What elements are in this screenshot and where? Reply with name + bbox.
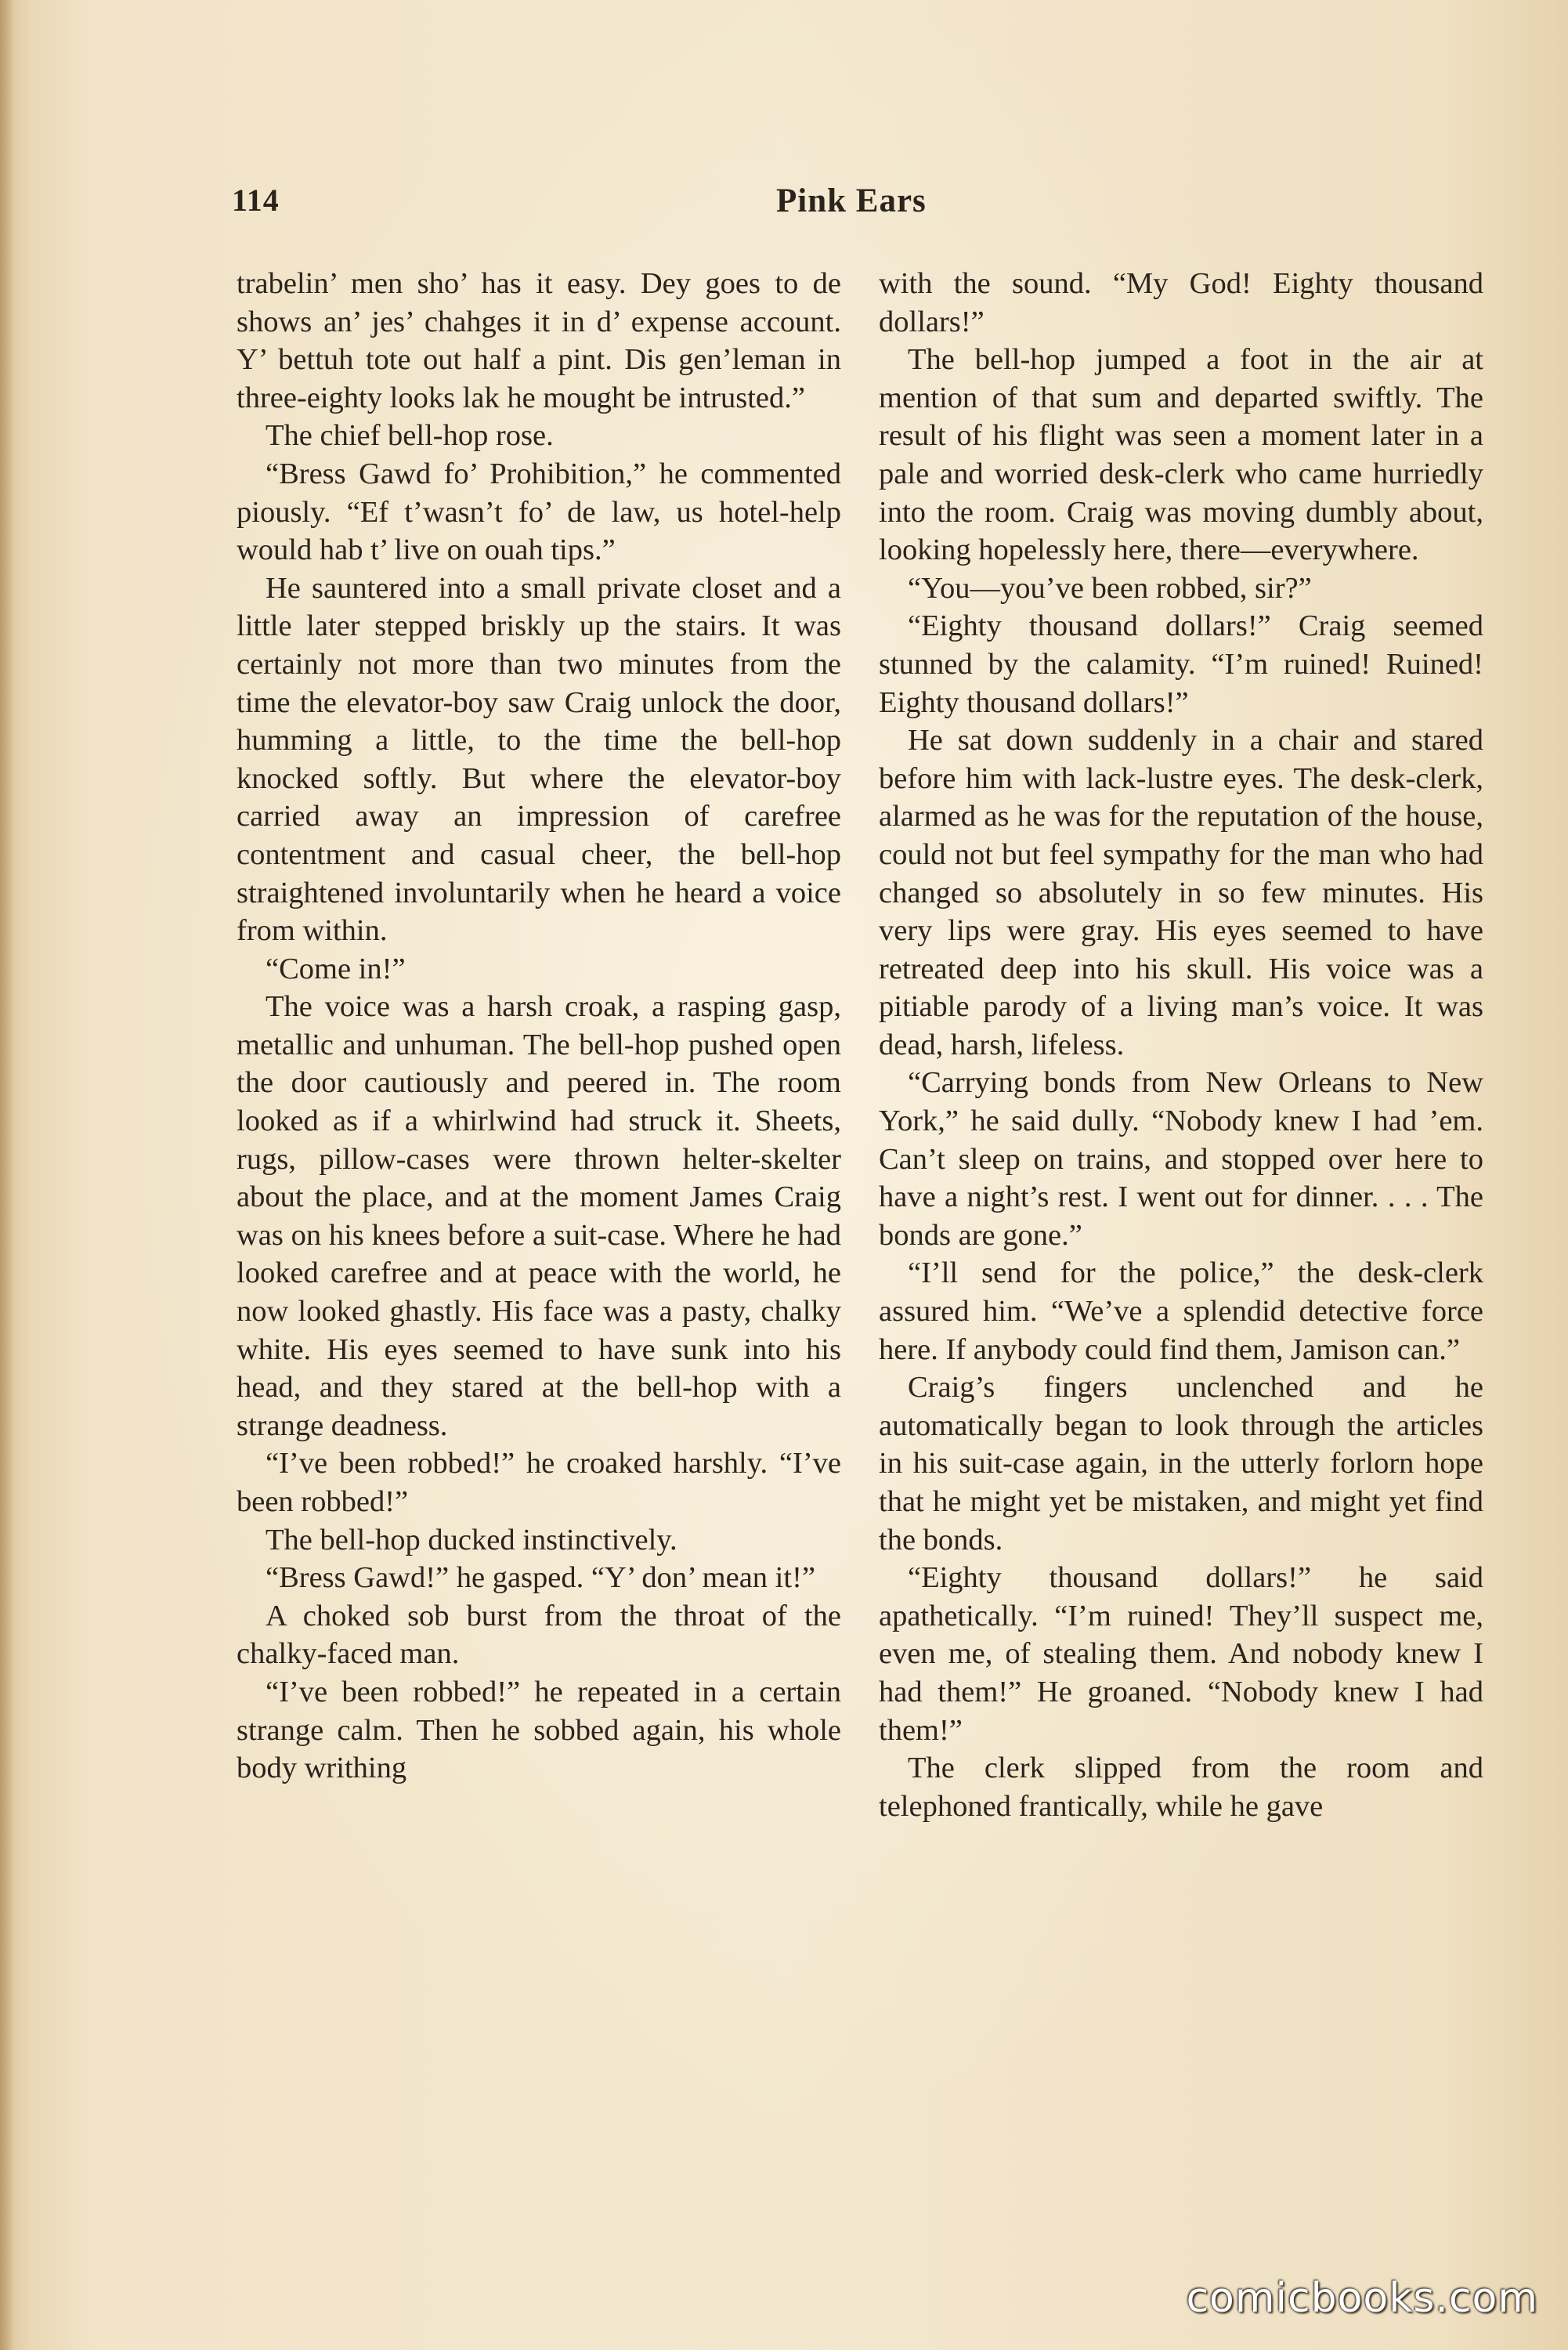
paragraph: The voice was a harsh croak, a rasping gasp, metallic and unhuman. The bell-hop pushed open the door cautiously and peered in. The room looked as if a whirlwind had struck it. Sheets, rugs, pillow-cases were thrown helter-skelter about the place, and at the moment James Craig was on his knees before a suit-case. Where he had looked carefree and at peace with the world, he now looked ghastly. His face was a pasty, chalky white. His eyes seemed to have sunk into his head, and they stared at the bell-hop with a strange deadness. [237, 990, 841, 1442]
paragraph: “I’ve been robbed!” he croaked harshly. “I’ve been robbed!” [237, 1447, 841, 1518]
paragraph: Craig’s fingers unclenched and he automatically began to look through the articles in his suit-case again, in the utterly forlorn hope that he might yet be mistaken, and might yet find the bonds. [879, 1371, 1483, 1556]
page-header [232, 182, 1491, 229]
paragraph: “Eighty thousand dollars!” he said apathetically. “I’m ruined! They’ll suspect me, even me, of stealing them. And nobody knew I had them!” He groaned. “Nobody knew I had them!” [879, 1561, 1483, 1747]
paragraph: “I’ve been robbed!” he repeated in a certain strange calm. Then he sobbed again, his whole body writhing [237, 1675, 841, 1785]
paragraph: He sauntered into a small private closet and a little later stepped briskly up the stairs. It was certainly not more than two minutes from the time the elevator-boy saw Craig unlock the door, humming a little, to the time the bell-hop knocked softly. But where the elevator-boy carried away an impression of carefree contentment and casual cheer, the bell-hop straightened involuntarily when he heard a voice from within. [237, 571, 841, 948]
left-column [237, 265, 841, 1788]
paragraph: “You—you’ve been robbed, sir?” [908, 571, 1312, 605]
paragraph: The chief bell-hop rose. [266, 419, 554, 453]
paragraph: “Eighty thousand dollars!” Craig seemed stunned by the calamity. “I’m ruined! Ruined! Eighty thousand dollars!” [879, 609, 1483, 719]
running-title: Pink Ears [776, 183, 927, 219]
paragraph: “Bress Gawd fo’ Prohibition,” he commented piously. “Ef t’wasn’t fo’ de law, us hotel-help would hab t’ live on ouah tips.” [237, 457, 841, 567]
paragraph: The bell-hop jumped a foot in the air at mention of that sum and departed swiftly. The result of his flight was seen a moment later in a pale and worried desk-clerk who came hurriedly into the room. Craig was moving dumbly about, looking hopelessly here, there—everywhere. [879, 343, 1483, 567]
paragraph: with the sound. “My God! Eighty thousand dollars!” [879, 267, 1483, 338]
paragraph: He sat down suddenly in a chair and stared before him with lack-lustre eyes. The desk-clerk, alarmed as he was for the reputation of the house, could not but feel sympathy for the man who had changed so absolutely in so few minutes. His very lips were gray. His eyes seemed to have retreated deep into his skull. His voice was a pitiable parody of a living man’s voice. It was dead, harsh, lifeless. [879, 724, 1483, 1061]
paragraph: A choked sob burst from the throat of the chalky-faced man. [237, 1599, 841, 1671]
site-watermark: comicbooks.com [1186, 2275, 1538, 2322]
paragraph: “I’ll send for the police,” the desk-clerk assured him. “We’ve a splendid detective force here. If anybody could find them, Jamison can.” [879, 1256, 1483, 1366]
right-column [879, 265, 1483, 1825]
page-edge-shadow [0, 0, 14, 2350]
paragraph: “Bress Gawd!” he gasped. “Y’ don’ mean it!” [266, 1561, 815, 1595]
paragraph: “Come in!” [266, 952, 406, 985]
paragraph: The clerk slipped from the room and telephoned frantically, while he gave [879, 1752, 1483, 1823]
paragraph: trabelin’ men sho’ has it easy. Dey goes to de shows an’ jes’ chahges it in d’ expense account. Y’ bettuh tote out half a pint. Dis gen’leman in three-eighty looks lak he mought be intrusted.” [237, 267, 841, 414]
paragraph: The bell-hop ducked instinctively. [266, 1523, 677, 1556]
paragraph: “Carrying bonds from New Orleans to New York,” he said dully. “Nobody knew I had ’em. Can’t sleep on trains, and stopped over here to have a night’s rest. I went out for dinner. . . . The bonds are gone.” [879, 1066, 1483, 1252]
page-number: 114 [232, 183, 280, 218]
